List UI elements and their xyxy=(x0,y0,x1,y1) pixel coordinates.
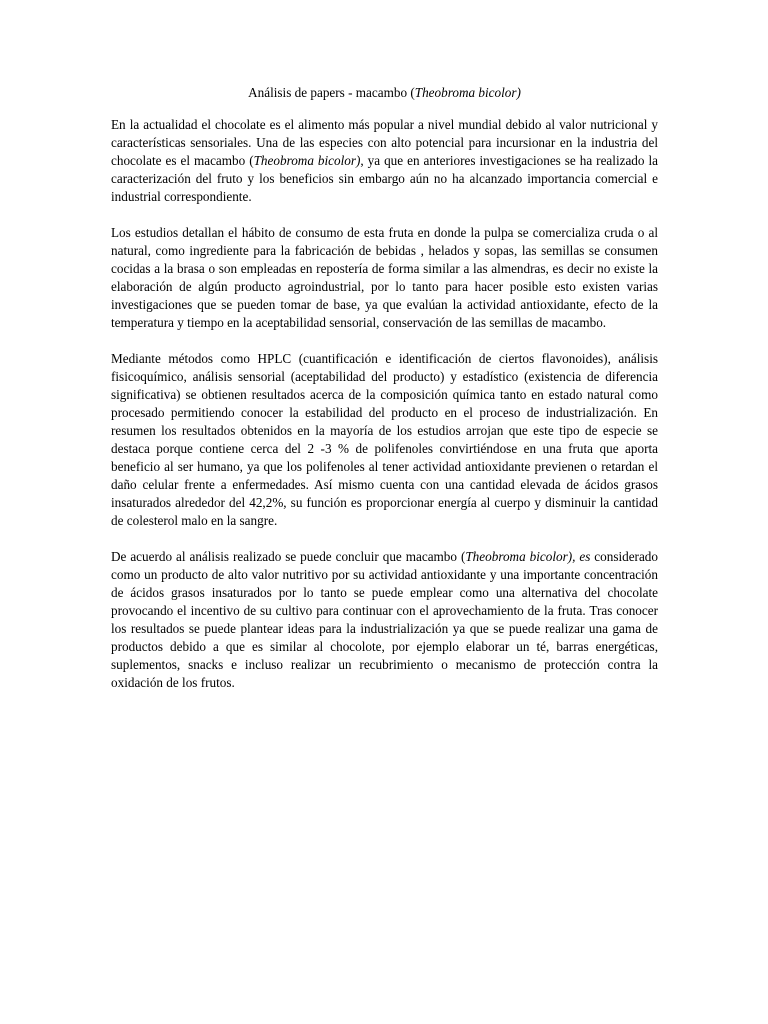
paragraph-4 xyxy=(111,548,658,692)
paragraph-1-text-b: , ya que en anteriores investigaciones se ha realizado la caracterización del fruto y los beneficios sin embargo aún no ha alcanzado importancia comercial e industrial correspondiente. xyxy=(111,153,658,204)
paragraph-4-text-a: De acuerdo al análisis realizado se puede concluir que macambo ( xyxy=(111,549,466,564)
paragraph-3: Mediante métodos como HPLC (cuantificación e identificación de ciertos flavonoides), análisis fisicoquímico, análisis sensorial (aceptabilidad del producto) y estadístico (existencia de diferencia significativa) se obtienen resultados acerca de la composición química tanto en estado natural como procesado permitiendo conocer la estabilidad del producto en el proceso de industrialización. En resumen los resultados obtenidos en la mayoría de los estudios arrojan que este tipo de especie se destaca porque contiene cerca del 2 -3 % de polifenoles convirtiéndose en una fruta que aporta beneficio al ser humano, ya que los polifenoles al tener actividad antioxidante previenen o retardan el daño celular frente a enfermedades. Así mismo cuenta con una cantidad elevada de ácidos grasos insaturados alrededor del 42,2%, su función es proporcionar energía al cuerpo y disminuir la cantidad de colesterol malo en la sangre. xyxy=(111,351,658,528)
paragraph-1-text-a: En la actualidad el chocolate es el alimento más popular a nivel mundial debido al valor nutricional y características sensoriales. Una de las especies con alto potencial para incursionar en la industria del chocolate es el macambo ( xyxy=(111,117,658,168)
title-italic: Theobroma bicolor) xyxy=(414,85,521,100)
paragraph-4-italic: Theobroma bicolor), es xyxy=(465,549,591,564)
paragraph-1-italic: Theobroma bicolor) xyxy=(253,153,361,168)
document-page xyxy=(111,84,658,710)
paragraph-4-text-b: considerado como un producto de alto valor nutritivo por su actividad antioxidante y una importante concentración de ácidos grasos insaturados por lo tanto se puede emplear como una alternativa del chocolate provocando el incentivo de su cultivo para continuar con el aprovechamiento de la fruta. Tras conocer los resultados se puede plantear ideas para la industrialización ya que se puede realizar una gama de productos debido a que es similar al chocolote, por ejemplo elaborar un té, barras energéticas, suplementos, snacks e incluso realizar un recubrimiento o mecanismo de protección contra la oxidación de los frutos. xyxy=(111,549,658,690)
paragraph-2: Los estudios detallan el hábito de consumo de esta fruta en donde la pulpa se comercializa cruda o al natural, como ingrediente para la fabricación de bebidas , helados y sopas, las semillas se consumen cocidas a la brasa o son empleadas en repostería de forma similar a las almendras, es decir no existe la elaboración de algún producto agroindustrial, por lo tanto para hacer posible esto existen varias investigaciones que se pueden tomar de base, ya que evalúan la actividad antioxidante, efecto de la temperatura y tiempo en la aceptabilidad sensorial, conservación de las semillas de macambo. xyxy=(111,225,658,330)
paragraph-1 xyxy=(111,116,658,206)
title-text: Análisis de papers - macambo ( xyxy=(248,85,415,100)
document-title xyxy=(111,84,658,102)
